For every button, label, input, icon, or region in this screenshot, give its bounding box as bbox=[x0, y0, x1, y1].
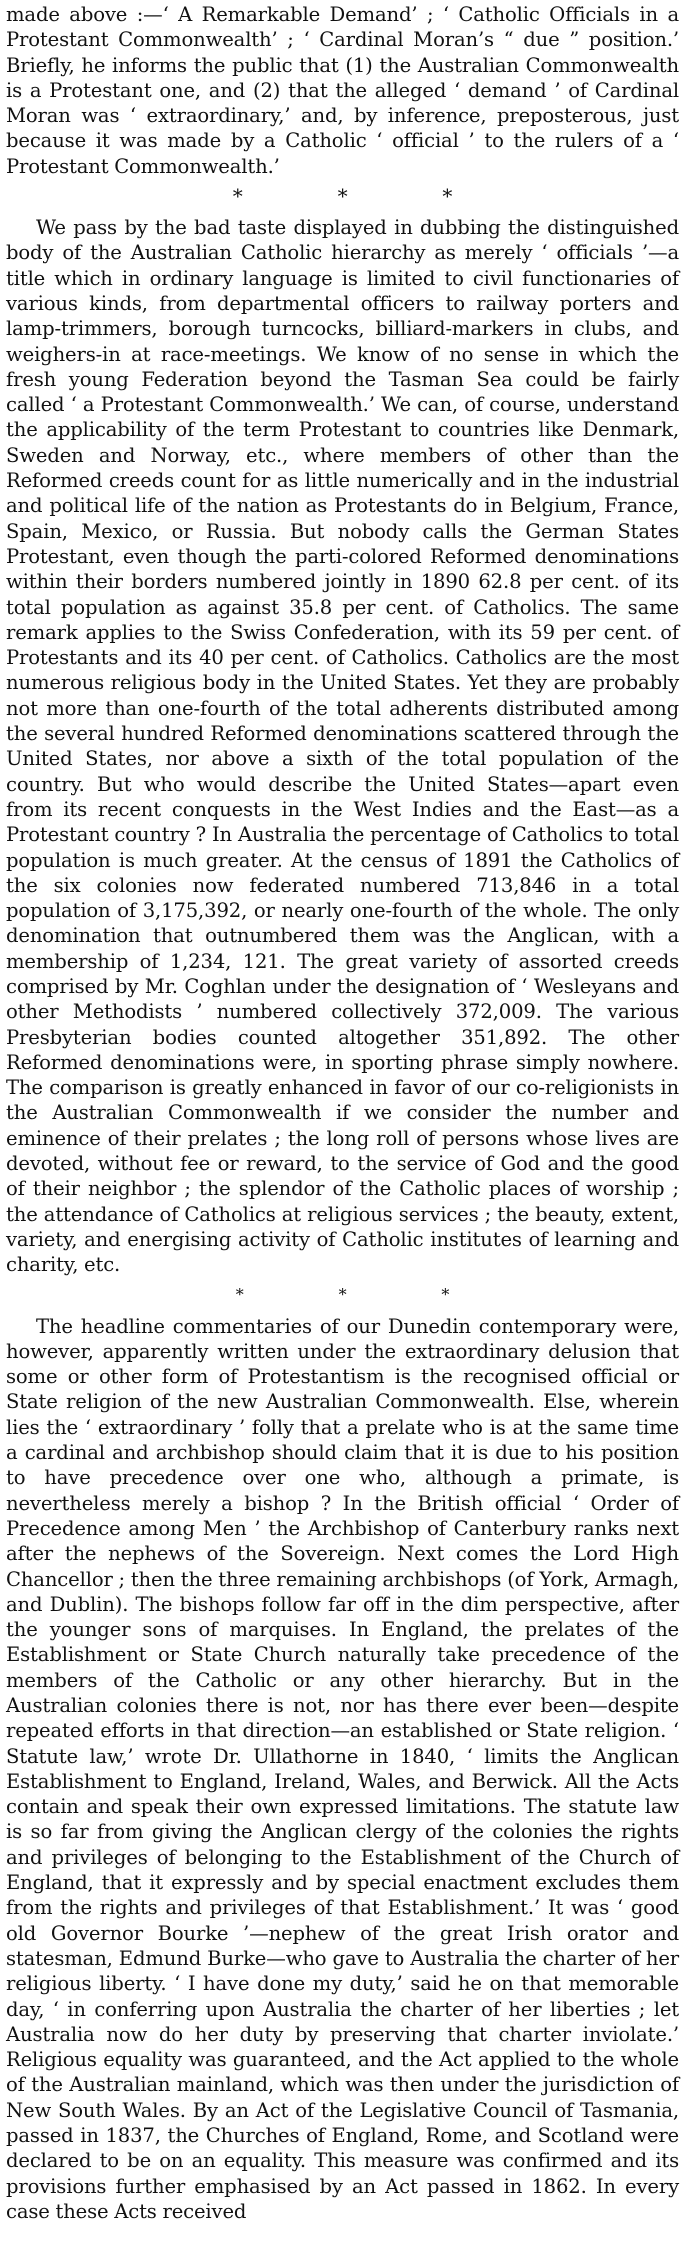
section-separator bbox=[6, 1280, 679, 1310]
asterisk: * bbox=[235, 1284, 244, 1304]
asterisk: * bbox=[232, 184, 243, 209]
asterisk: * bbox=[442, 184, 453, 209]
asterisk: * bbox=[338, 1284, 347, 1304]
asterisk: * bbox=[337, 184, 348, 209]
paragraph-intro: made above :—‘ A Remarkable Demand’ ; ‘ Catholic Officials in a Protestant Commonwealth’ ; ‘ Cardinal Moran’s “ due ” position.’ Briefly, he informs the public that (1) the Australian Commonwealth is a Protestant one, and (2) that the alleged ‘ demand ’ of Cardinal Moran was ‘ extraordinary,’ and, by inference, preposterous, just because it was made by a Catholic ‘ official ’ to the rulers of a ‘ Protestant Commonwealth.’ bbox=[6, 3, 679, 178]
paragraph-commonwealth: We pass by the bad taste displayed in dubbing the distinguished body of the Australian Catholic hierarchy as merely ‘ officials ’—a title which in ordinary language is limited to civil functionaries of various kinds, from departmental officers to railway porters and lamp-trimmers, borough turncocks, billiard-markers in clubs, and weighers-in at race-meetings. We know of no sense in which the fresh young Federation beyond the Tasman Sea could be fairly called ‘ a Protestant Commonwealth.’ We can, of course, understand the applicability of the term Protestant to countries like Denmark, Sweden and Norway, etc., where members of other than the Reformed creeds count for as little numerically and in the industrial and political life of the nation as Protestants do in Belgium, France, Spain, Mexico, or Russia. But nobody calls the German States Protestant, even though the parti-colored Reformed denominations within their borders numbered jointly in 1890 62.8 per cent. of its total population as against 35.8 per cent. of Catholics. The same remark applies to the Swiss Confederation, with its 59 per cent. of Protestants and its 40 per cent. of Catholics. Catholics are the most numerous religious body in the United States. Yet they are probably not more than one-fourth of the total adherents distributed among the several hundred Reformed denominations scattered through the United States, nor above a sixth of the total population of the country. But who would describe the United States—apart even from its recent conquests in the West Indies and the East—as a Protestant country ? In Australia the percentage of Catholics to total population is much greater. At the census of 1891 the Catholics of the six colonies now federated numbered 713,846 in a total population of 3,175,392, or nearly one-fourth of the whole. The only denomination that outnumbered them was the Anglican, with a membership of 1,234, 121. The great variety of assorted creeds comprised by Mr. Coghlan under the designation of ‘ Wesleyans and other Methodists ’ numbered collectively 372,009. The various Presbyterian bodies counted altogether 351,892. The other Reformed denominations were, in sporting phrase simply nowhere. The comparison is greatly enhanced in favor of our co-religionists in the Australian Commonwealth if we consider the number and eminence of their prelates ; the long roll of persons whose lives are devoted, without fee or reward, to the service of God and the good of their neighbor ; the splendor of the Catholic places of worship ; the attendance of Catholics at religious services ; the beauty, extent, variety, and energising activity of Catholic institutes of learning and charity, etc. bbox=[6, 216, 679, 1277]
asterisk: * bbox=[441, 1284, 450, 1304]
paragraph-precedence: The headline commentaries of our Dunedin contemporary were, however, apparently written under the extraordinary delusion that some or other form of Protestantism is the recognised official or State religion of the new Australian Commonwealth. Else, wherein lies the ‘ extraordinary ’ folly that a prelate who is at the same time a cardinal and archbishop should claim that it is due to his position to have precedence over one who, although a primate, is nevertheless merely a bishop ? In the British official ‘ Order of Precedence among Men ’ the Archbishop of Canterbury ranks next after the nephews of the Sovereign. Next comes the Lord High Chancellor ; then the three remaining archbishops (of York, Armagh, and Dublin). The bishops follow far off in the dim perspective, after the younger sons of marquises. In England, the prelates of the Establishment or State Church naturally take precedence of the members of the Catholic or any other hierarchy. But in the Australian colonies there is not, nor has there ever been—despite repeated efforts in that direction—an established or State religion. ‘ Statute law,’ wrote Dr. Ullathorne in 1840, ‘ limits the Anglican Establishment to England, Ireland, Wales, and Berwick. All the Acts contain and speak their own expressed limitations. The statute law is so far from giving the Anglican clergy of the colonies the rights and privileges of belonging to the Establishment of the Church of England, that it expressly and by special enactment excludes them from the rights and privileges of that Establishment.’ It was ‘ good old Governor Bourke ’—nephew of the great Irish orator and statesman, Edmund Burke—who gave to Australia the charter of her religious liberty. ‘ I have done my duty,’ said he on that memorable day, ‘ in conferring upon Australia the charter of her liberties ; let Australia now do her duty by preserving that charter inviolate.’ Religious equality was guaranteed, and the Act applied to the whole of the Australian mainland, which was then under the jurisdiction of New South Wales. By an Act of the Legislative Council of Tasmania, passed in 1837, the Churches of England, Rome, and Scotland were declared to be on an equality. This measure was confirmed and its provisions further emphasised by an Act passed in 1862. In every case these Acts received bbox=[6, 1314, 679, 2223]
section-separator bbox=[6, 181, 679, 211]
